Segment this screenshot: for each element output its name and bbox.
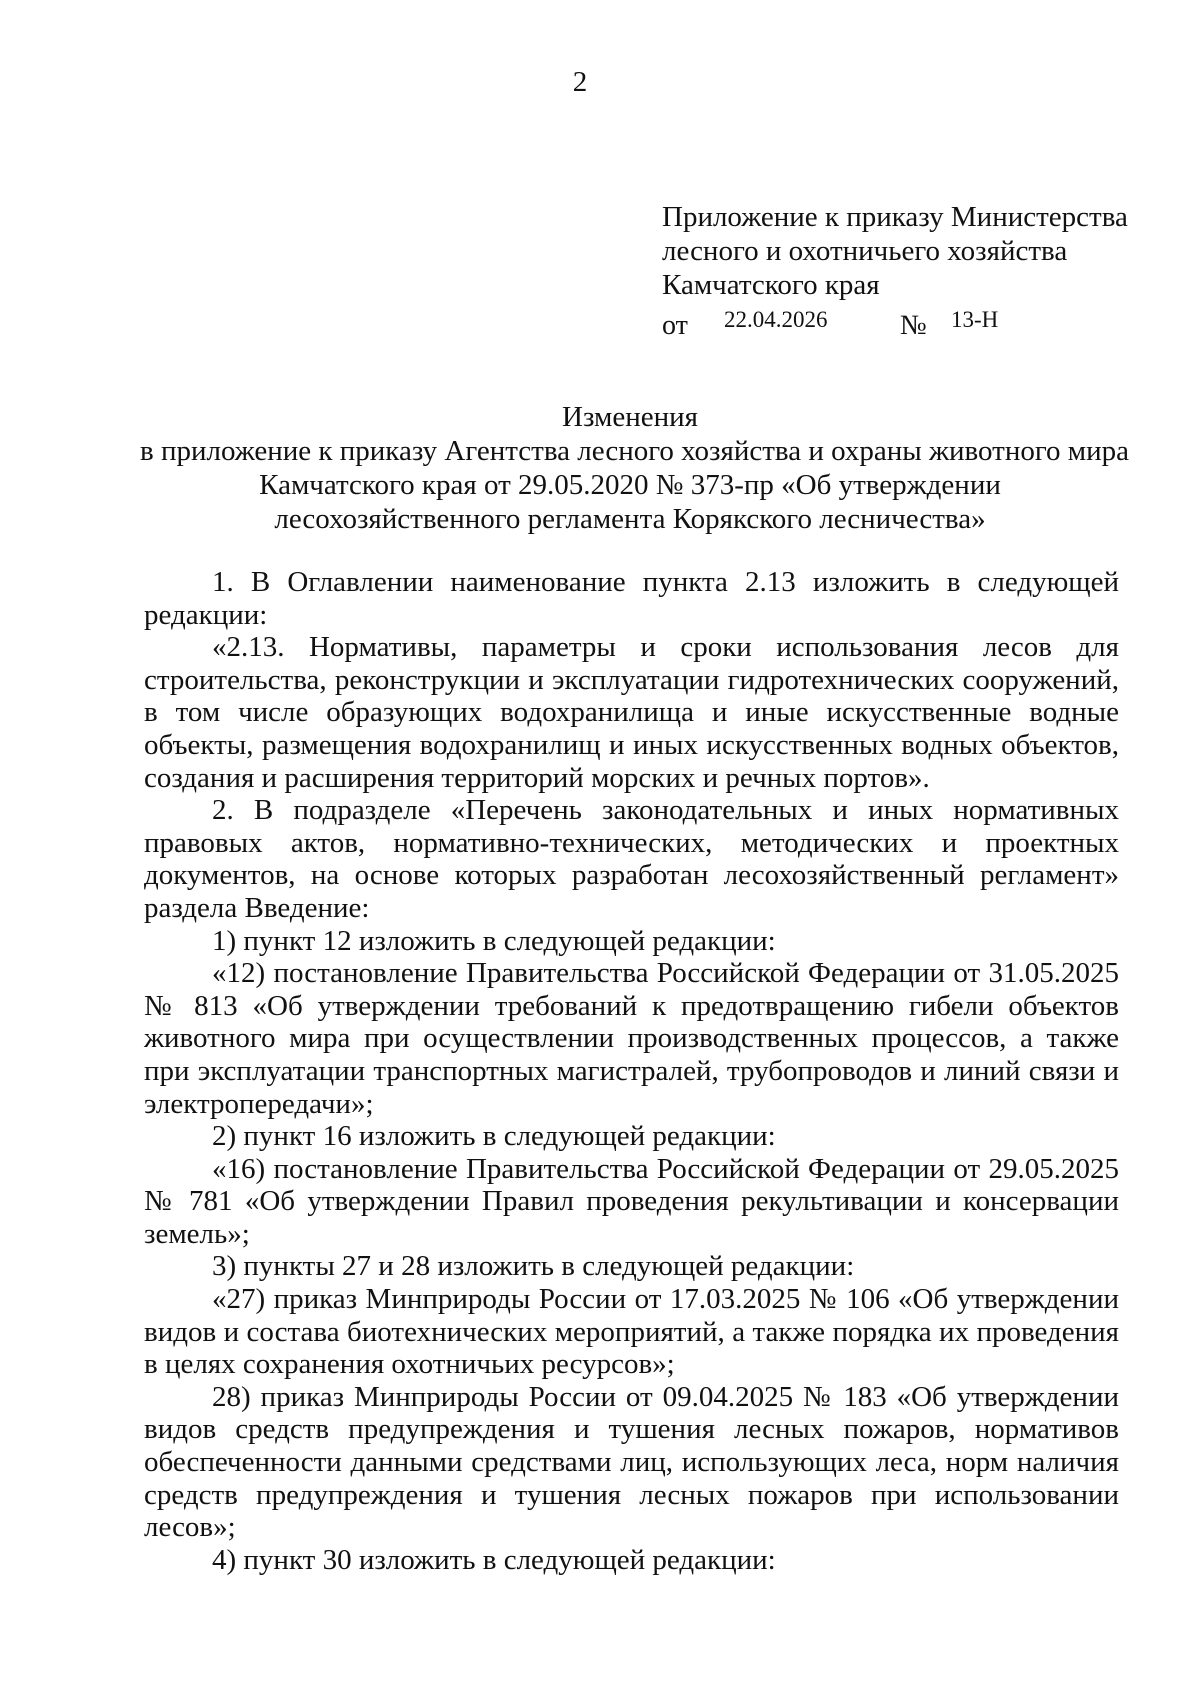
order-number: 13-Н bbox=[951, 307, 999, 332]
paragraph: 1) пункт 12 изложить в следующей редакции: bbox=[212, 924, 776, 957]
order-date-number bbox=[662, 305, 1128, 341]
number-sign: № bbox=[900, 310, 927, 341]
appendix-block bbox=[662, 200, 1128, 341]
paragraph: 3) пункты 27 и 28 изложить в следующей редакции: bbox=[212, 1250, 855, 1283]
appendix-line-2: лесного и охотничьего хозяйства bbox=[662, 235, 1068, 267]
from-label: от bbox=[662, 310, 688, 341]
document-heading bbox=[140, 400, 1130, 536]
page-number: 2 bbox=[572, 66, 588, 98]
paragraph: 28) приказ Минприроды России от 09.04.2025 № 183 «Об утверждении видов средств предупреждения и тушения лесных пожаров, нормативов обеспеченности данными средствами лиц, использующих леса, норм наличия средств предупреждения и тушения лесных пожаров при использовании лесов»; bbox=[144, 1380, 1119, 1544]
order-date: 22.04.2026 bbox=[724, 307, 828, 332]
appendix-line-3: Камчатского края bbox=[662, 269, 880, 301]
heading-line-1: в приложение к приказу Агентства лесного хозяйства и охраны животного мира bbox=[140, 435, 1130, 467]
paragraph: «27) приказ Минприроды России от 17.03.2025 № 106 «Об утверждении видов и состава биотехнических мероприятий, а также порядка их проведения в целях сохранения охотничьих ресурсов»; bbox=[144, 1283, 1119, 1381]
paragraph: 4) пункт 30 изложить в следующей редакции: bbox=[212, 1543, 776, 1576]
heading-line-2: Камчатского края от 29.05.2020 № 373-пр «Об утверждении bbox=[259, 469, 1001, 501]
paragraph: 1. В Оглавлении наименование пункта 2.13 изложить в следующей редакции: bbox=[144, 566, 1119, 631]
paragraph: 2) пункт 16 изложить в следующей редакции: bbox=[212, 1120, 776, 1153]
paragraph: «16) постановление Правительства Российской Федерации от 29.05.2025 № 781 «Об утверждении Правил проведения рекультивации и консервации земель»; bbox=[144, 1152, 1119, 1250]
heading-line-3: лесохозяйственного регламента Корякского лесничества» bbox=[274, 503, 986, 535]
paragraph: 2. В подразделе «Перечень законодательных и иных нормативных правовых актов, нормативно-технических, методических и проектных документов, на основе которых разработан лесохозяйственный регламент» раздела Введение: bbox=[144, 794, 1119, 924]
paragraph: «12) постановление Правительства Российской Федерации от 31.05.2025 № 813 «Об утверждении требований к предотвращению гибели объектов животного мира при осуществлении производственных процессов, а также при эксплуатации транспортных магистралей, трубопроводов и линий связи и электропередачи»; bbox=[144, 957, 1119, 1120]
document-body bbox=[144, 566, 1119, 1576]
paragraph: «2.13. Нормативы, параметры и сроки использования лесов для строительства, реконструкции и эксплуатации гидротехнических сооружений, в том числе образующих водохранилища и иные искусственные водные объекты, размещения водохранилищ и иных искусственных водных объектов, создания и расширения территорий морских и речных портов». bbox=[144, 631, 1119, 794]
appendix-line-1: Приложение к приказу Министерства bbox=[662, 201, 1128, 233]
heading-title: Изменения bbox=[562, 401, 698, 433]
